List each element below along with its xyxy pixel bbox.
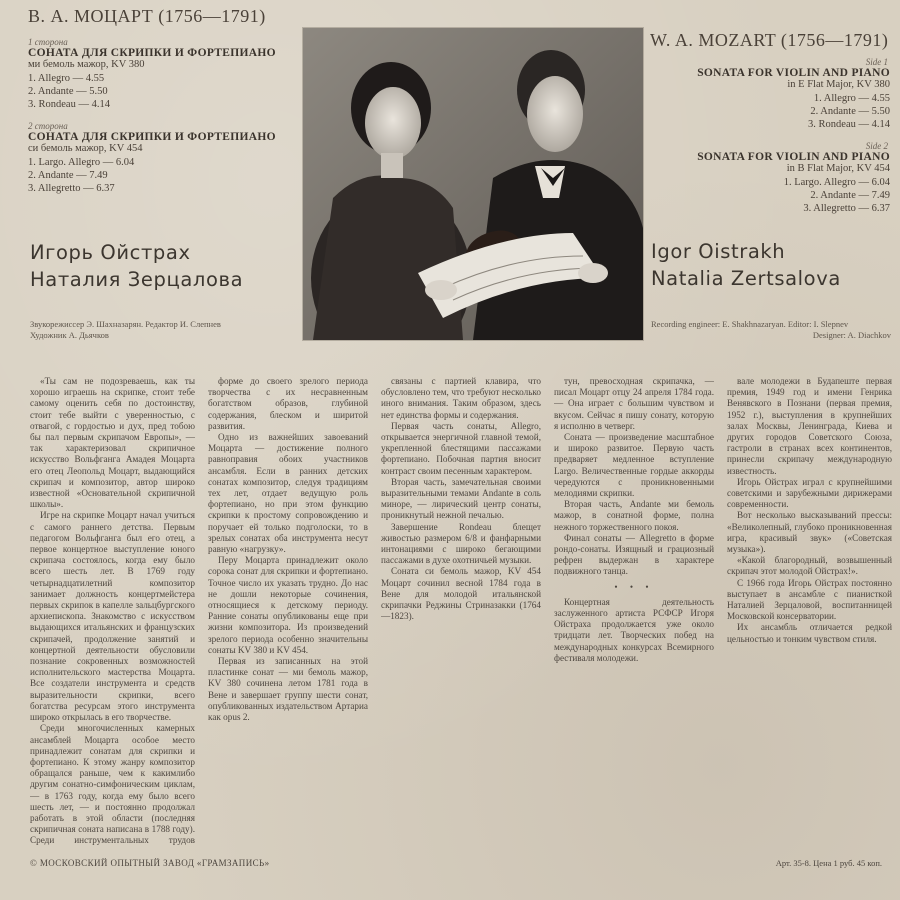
performer-violin-ru: Игорь Ойстрах [30,241,191,264]
credits-ru [30,319,300,341]
liner-notes-column-3 [381,376,541,846]
credits-en [651,319,891,341]
side-1-label-ru: 1 сторона [28,37,68,47]
paragraph: Первая часть сонаты, Allegro, открывается энергичной главной темой, укрепленной блестящими пассажами фортепиано. Побочная партия вносит контраст своим песенным характером. [381,420,541,476]
performer-piano-ru: Наталия Зерцалова [30,268,244,291]
paragraph: Вторая часть, замечательная своими выразительными темами Andante в соль миноре, — лирический центр сонаты, проникнутый нежной печалью. [381,476,541,521]
publisher-imprint: © МОСКОВСКИЙ ОПЫТНЫЙ ЗАВОД «ГРАМЗАПИСЬ» [30,858,270,868]
paragraph: Перу Моцарта принадлежит около сорока сонат для скрипки и фортепиано. Точное число их указать трудно. До нас не дошли некоторые сочинения, относящиеся к детскому периоду. Ранние сонаты опубликованы еще при жизни композитора. Из произведений зрелого периода особенно значительны сонаты KV 380 и KV 454. [208,555,368,655]
movement: 2. Andante — 5.50 [28,86,108,97]
sonata-2-movements-en [650,176,890,215]
movement: 1. Largo. Allegro — 6.04 [28,157,135,168]
paragraph: Игорь Ойстрах играл с крупнейшими советскими и зарубежными дирижерами современности. [727,476,892,510]
movement: 1. Largo. Allegro — 6.04 [783,177,890,188]
sonata-2-title-ru: СОНАТА ДЛЯ СКРИПКИ И ФОРТЕПИАНО [28,131,276,143]
movement: 3. Allegretto — 6.37 [28,183,115,194]
sonata-2-key-ru: си бемоль мажор, KV 454 [28,143,143,154]
movement: 1. Allegro — 4.55 [28,73,105,84]
paragraph: связаны с партией клавира, что обусловлено тем, что требуют несколько иного внимания. Таким образом, здесь нет единства формы и содержания. [381,376,541,420]
movement: 3. Allegretto — 6.37 [803,203,890,214]
paragraph: Вот несколько высказываний прессы: «Великолепный, глубоко проникновенная игра, красивый звук» («Советская музыка»). [727,510,892,555]
performers-ru [30,239,243,293]
tracklist-russian [28,6,300,195]
sonata-2-movements-ru [28,156,300,195]
credits-line: Recording engineer: E. Shakhnazaryan. Editor: I. Slepnev [651,319,849,329]
performer-piano-en: Natalia Zertsalova [651,267,841,290]
sonata-1-title-en: SONATA FOR VIOLIN AND PIANO [697,67,890,79]
paragraph: Игре на скрипке Моцарт начал учиться с самого раннего детства. Первым педагогом Вольфганга был его отец, а первое концертное выступление юного скрипача состоялось, когда ему было всего шесть лет. В 1769 году четырнадцатилетний композитор занимает должность концертмейстера первых скрипок в капелле зальцбургского архиепископа. Знакомство с искусством выдающихся итальянских и французских скрипачей, продолжение занятий и концертной деятельности обусловили познание сокровенных возможностей исполнительского мастерства Моцарта. Все создатели инструмента и средств выразительности скрипки, всего богатства ресурсам этого инструмента широко открылась в его творчестве. [30,510,195,723]
paragraph: Их ансамбль отличается редкой цельностью и тонким чувством стиля. [727,622,892,644]
sonata-2-key-en: in B Flat Major, KV 454 [786,163,890,174]
side-2-label-ru: 2 сторона [28,121,68,131]
paragraph: «Какой благородный, возвышенный скрипач этот молодой Ойстрах!». [727,555,892,577]
paragraph: Завершение Rondeau блещет живостью размером 6/8 и фанфарными интонациями с широко бегающими пассажами в духе охотничьей музыки. [381,521,541,566]
paragraph: Одно из важнейших завоеваний Моцарта — достижение полного равноправия обоих участников ансамбля. Если в ранних детских сонатах композитор, следуя традициям тех лет, отдает ведущую роль фортепиано, но при этом функцию скрипки к простому сопровождению и поручает ей только подголоски, то в зрелых сонатах оба инструмента несут равную «нагрузку». [208,432,368,555]
credits-line: Designer: A. Diachkov [812,330,891,340]
sonata-2-title-en: SONATA FOR VIOLIN AND PIANO [697,151,890,163]
performers-photo-illustration [303,28,643,340]
liner-notes-column-2 [208,376,368,846]
sonata-1-movements-ru [28,72,300,111]
tracklist-english [650,6,890,215]
sonata-1-movements-en [650,92,890,131]
movement: 2. Andante — 7.49 [810,190,890,201]
credits-line: Художник А. Дьячков [30,330,109,340]
performers-en [651,238,841,292]
liner-notes-column-5 [727,376,892,846]
catalog-price: Арт. 35-8. Цена 1 руб. 45 коп. [775,858,882,868]
paragraph: Среди многочисленных камерных ансамблей Моцарта особое место принадлежит сонатам для скрипки и фортепиано. К этому жанру композитор обращался раньше, чем к какимлибо другим сонатно-симфоническим циклам, — в 1763 году, когда ему было всего шесть лет, — и постоянно продолжал работать в этой области (последняя скрипичная соната написана в 1788 году). Среди инструментальных трудов [30,723,195,846]
liner-notes-column-4 [554,376,714,846]
movement: 2. Andante — 5.50 [810,106,890,117]
paragraph: Финал сонаты — Allegretto в форме рондо-сонаты. Изящный и грациозный рефрен выдержан в характере подвижного танца. [554,532,714,577]
paragraph: Первая из записанных на этой пластинке сонат — ми бемоль мажор, KV 380 сочинена летом 1781 года в Вене и завершает группу шести сонат, опубликованных издательством Артариа как opus 2. [208,656,368,723]
sonata-1-key-en: in E Flat Major, KV 380 [787,79,890,90]
side-1-label-en: Side 1 [865,57,888,67]
movement: 3. Rondeau — 4.14 [808,119,890,130]
paragraph: форме до своего зрелого периода творчества с их несравненным богатством образов, глубиной содержания, блеском и ширитой развития. [208,376,368,431]
performer-violin-en: Igor Oistrakh [651,240,786,263]
composer-title-en: W. A. MOZART (1756—1791) [650,30,889,50]
movement: 2. Andante — 7.49 [28,170,108,181]
paragraph: Соната — произведение масштабное и широко развитое. Первую часть предваряет медленное вступление Largo. Величественные гордые аккорды чередуются с проникновенными мелодиями скрипки. [554,432,714,499]
section-divider: • • • [614,581,654,592]
performers-photo [303,28,643,340]
side-2-label-en: Side 2 [865,141,888,151]
movement: 3. Rondeau — 4.14 [28,99,110,110]
movement: 1. Allegro — 4.55 [813,93,890,104]
liner-notes [30,376,892,846]
paragraph: С 1966 года Игорь Ойстрах постоянно выступает в ансамбле с пианисткой Наталией Зерцаловой, воспитанницей Московской консерватории. [727,577,892,622]
paragraph: вале молодежи в Будапеште первая премия, 1949 год и имени Генрика Венявского в Познани (первая премия, 1952 г.), выступления в крупнейших залах Москвы, Ленинграда, Киева и других городов Советского Союза, гастроли в странах всех континентов, принесли скрипачу международную известность. [727,376,892,476]
paragraph: «Ты сам не подозреваешь, как ты хорошо играешь на скрипке, стоит тебе самому оценить себя по достоинству, стоит тебе выйти с уверенностью, с отвагой, с гордостью и дух, пред тобою бы пал первым скрипачом Европы», — так характеризовал скрипичное искусство Вольфганга Амадея Моцарта его отец Леопольд Моцарт, выдающийся скрипач и композитор, автор широко известной «Основательной скрипичной школы». [30,376,195,510]
paragraph: тун, превосходная скрипачка, — писал Моцарт отцу 24 апреля 1784 года. — Она играет с большим чувством и вкусом. Сейчас я пишу сонату, которую я исполню в четверг. [554,376,714,431]
paragraph: Концертная деятельность заслуженного артиста РСФСР Игоря Ойстраха продолжается уже около тридцати лет. Творческих побед на международных конкурсах Всемирного фестиваля молодежи. [554,596,714,663]
sonata-1-title-ru: СОНАТА ДЛЯ СКРИПКИ И ФОРТЕПИАНО [28,47,276,59]
credits-line: Звукорежиссер Э. Шахназарян. Редактор И. Слепнев [30,319,221,329]
paragraph: Соната си бемоль мажор, KV 454 Моцарт сочинил весной 1784 года в Вене для молодой итальянской скрипачки Реджины Стриназакки (1764—1823). [381,566,541,622]
paragraph: Вторая часть, Andante ми бемоль мажор, в сонатной форме, полна нежного торжественного покоя. [554,499,714,532]
composer-title-ru: В. А. МОЦАРТ (1756—1791) [28,6,266,26]
liner-notes-column-1 [30,376,195,846]
sonata-1-key-ru: ми бемоль мажор, KV 380 [28,59,145,70]
